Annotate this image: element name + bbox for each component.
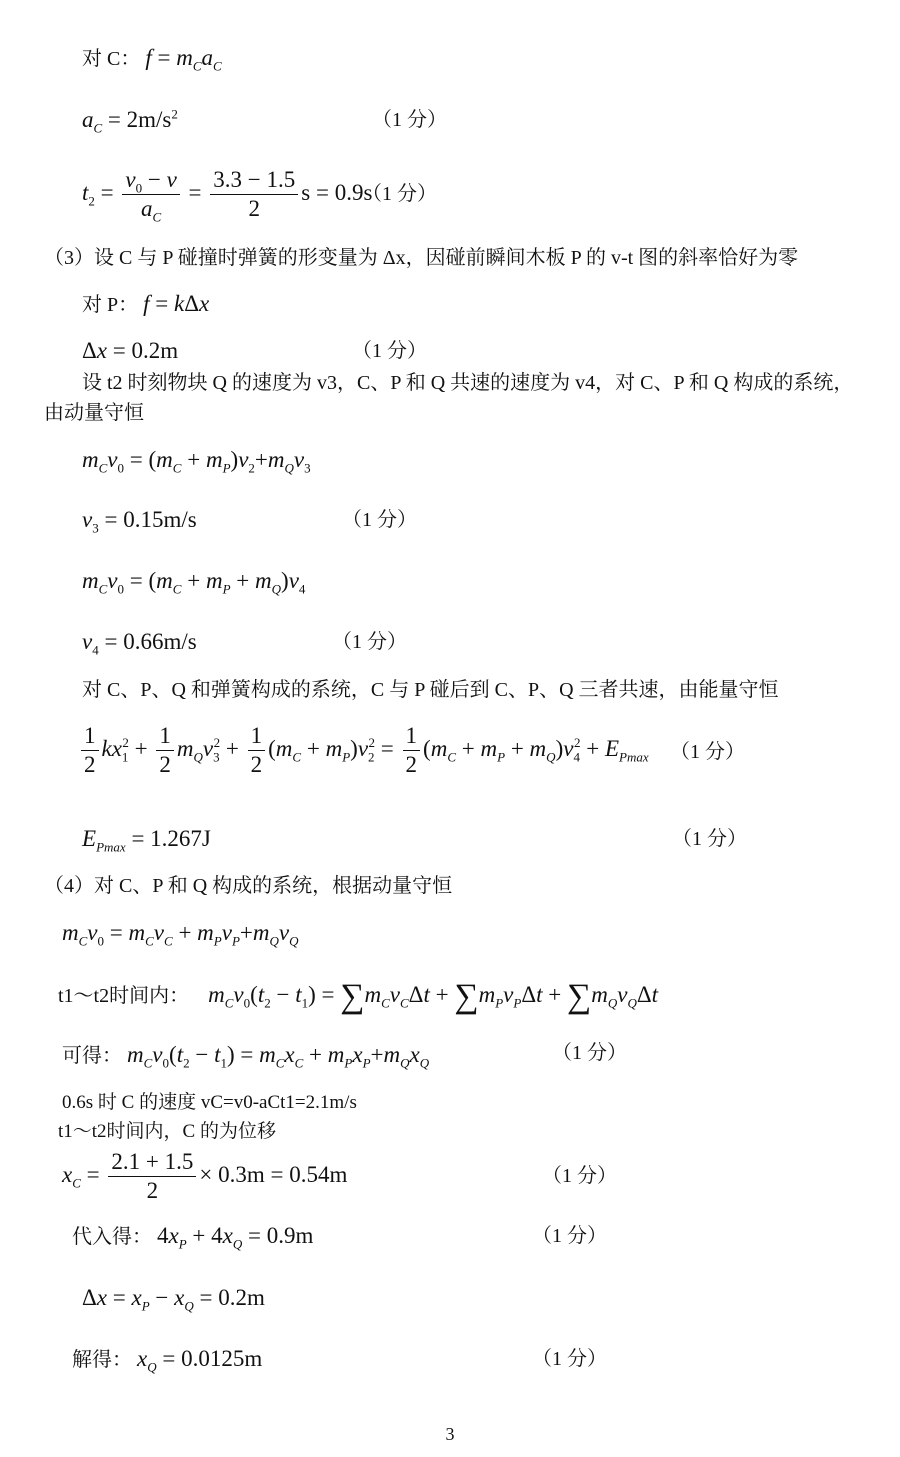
label-p: 对 P： [82,294,139,316]
equation-displacement-sum: $m_Cv_0(t_2 - t_1) = m_Cx_C + m_Px_P+m_Qx_Q$ [127,1042,430,1071]
equation-v4: $v_4 = 0.66m/s$ [82,629,197,658]
text-line: 0.6s 时 C 的速度 vC=v0-aCt1=2.1m/s [62,1092,357,1113]
text-line: （3）设 C 与 P 碰撞时弹簧的形变量为 Δx，因碰前瞬间木板 P 的 v-t 图的斜率恰好为零 [44,247,799,269]
text-line: （4）对 C、P 和 Q 构成的系统，根据动量守恒 [44,875,453,897]
equation-v3: $v_3 = 0.15m/s$ [82,507,197,536]
text-line: t1～t2时间内，C 的为位移 [58,1121,276,1142]
text-line: 设 t2 时刻物块 Q 的速度为 v3，C、P 和 Q 共速的速度为 v4，对 C、P 和 Q 构成的系统， [82,372,854,394]
equation-impulse-sum: $m_Cv_0(t_2 - t_1) = \sum m_Cv_C\Delta t + \sum m_Pv_P\Delta t + \sum m_Qv_Q\Delta t$ [208,978,659,1015]
text-line [82,290,209,319]
equation-xc: $x_C$ = $\frac{2.1 + 1.5}{2}$ × 0.3m = 0.54m [62,1149,348,1203]
score-mark: （1 分） [532,1348,607,1370]
equation-dx: Δx = 0.2m [82,338,179,363]
equation-momentum-1: $m_Cv_0 = (m_C + m_P)v_2+m_Qv_3$ [82,447,311,476]
equation-epmax: $E_{Pmax} = 1.267J$ [82,826,211,855]
score-mark: （1 分） [672,828,747,850]
label-c: 对 C： [82,48,141,70]
score-mark: （1 分） [670,741,745,763]
text-line [72,1222,313,1251]
label-interval: t1～t2时间内： [58,985,190,1007]
equation-xp-xq: $4x_P + 4x_Q = 0.9m$ [157,1223,314,1252]
equation-energy: $\frac{1}{2}$ $kx_1^2$ + $\frac{1}{2}$ $m_Qv_3^2$ + $\frac{1}{2}$ $(m_C + m_P)v_2^2$ = $\frac{1}{2}$ $(m_C + m_P + m_Q)v_4^2 + E_{Pmax}$ [78,722,649,779]
score-mark: （1 分） [332,631,407,653]
score-mark: （1 分） [352,340,427,362]
score-mark: （1 分） [342,509,417,531]
label-result: 可得： [62,1045,122,1067]
equation-xq: $x_Q = 0.0125m$ [137,1346,263,1375]
equation-spring: f = kΔx [143,291,210,316]
equation-dx-2: $\Delta x = x_P - x_Q = 0.2m$ [82,1285,265,1314]
text-line [58,978,659,1015]
equation-ac: $a_C = 2m/s^2$ [82,106,178,136]
equation-friction: $f = m_Ca_C$ [145,45,222,74]
label-substitute: 代入得： [72,1226,152,1248]
equation-momentum-2: $m_Cv_0 = (m_C + m_P + m_Q)v_4$ [82,568,306,597]
text-line: 由动量守恒 [44,402,144,424]
score-mark: （1 分） [372,109,447,131]
equation-momentum-3: $m_Cv_0 = m_Cv_C + m_Pv_P+m_Qv_Q$ [62,920,299,949]
score-mark: （1 分） [542,1165,617,1187]
text-line [72,1345,262,1374]
text-line [62,1041,429,1070]
page-number: 3 [445,1424,455,1444]
text-line: 对 C、P、Q 和弹簧构成的系统，C 与 P 碰后到 C、P、Q 三者共速，由能量守恒 [82,679,779,701]
equation-t2: $t_2$ = $\frac{v_0 - v}{a_C}$ = $\frac{3.3 - 1.5}{2}$ s = 0.9s [82,167,373,225]
label-solve: 解得： [72,1349,132,1371]
score-mark: （1 分） [532,1225,607,1247]
score-mark: （1 分） [552,1042,627,1064]
score-mark: （1 分） [362,183,437,205]
text-line [82,44,222,73]
